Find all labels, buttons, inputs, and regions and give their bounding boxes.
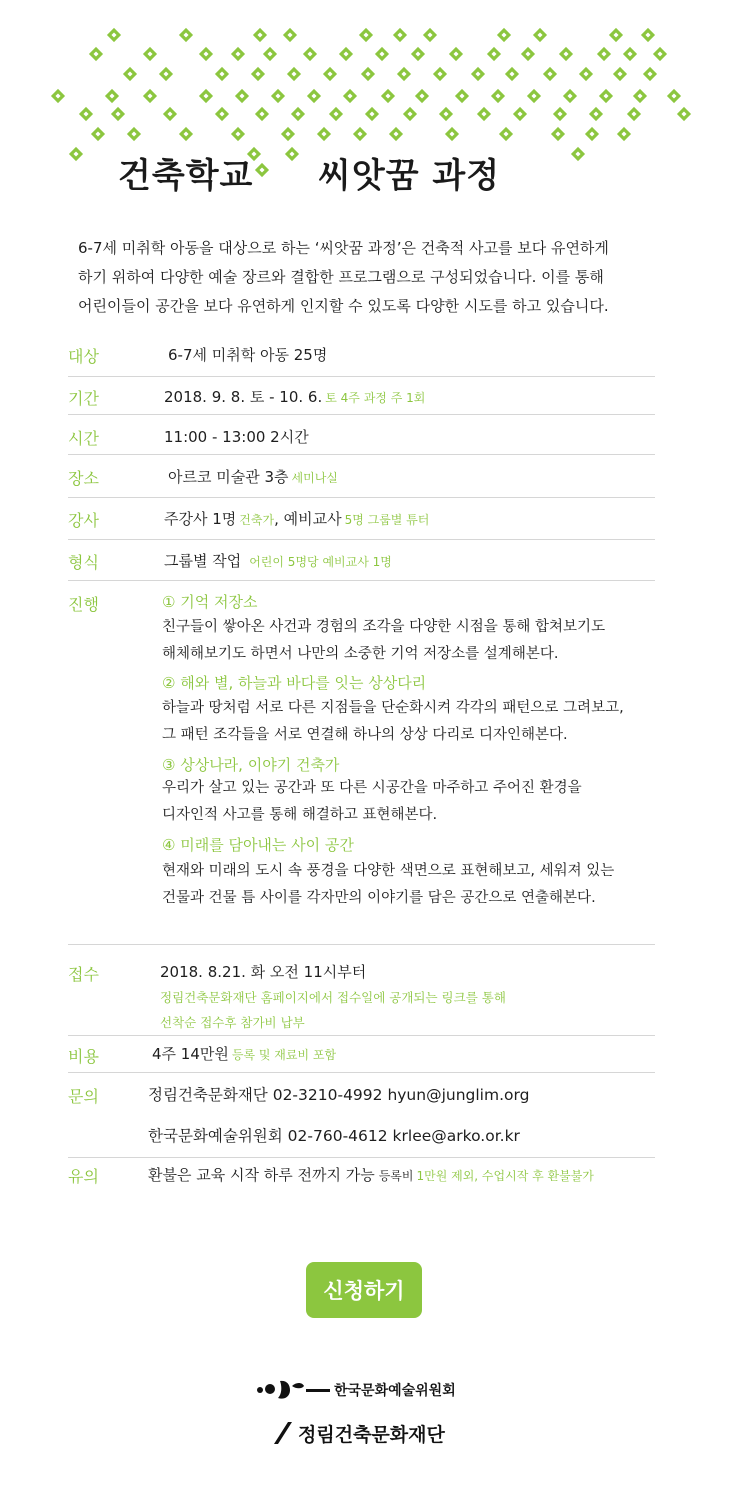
diamond-shape [653, 47, 667, 61]
diamond-shape [375, 47, 389, 61]
diamond-shape [667, 89, 681, 103]
divider [68, 454, 655, 455]
diamond-shape [641, 28, 655, 42]
diamond-shape [609, 28, 623, 42]
diamond-shape [291, 107, 305, 121]
diamond-shape [643, 67, 657, 81]
diamond-shape [307, 89, 321, 103]
diamond-shape [497, 28, 511, 42]
intro-text [78, 234, 678, 321]
diamond-shape [571, 147, 585, 161]
diamond-shape [381, 89, 395, 103]
diamond-shape [527, 89, 541, 103]
diamond-shape [317, 127, 331, 141]
diamond-shape [263, 47, 277, 61]
diamond-shape [51, 89, 65, 103]
diamond-shape [329, 107, 343, 121]
registration-sub: 선착순 접수후 참가비 납부 [160, 1015, 305, 1030]
diamond-shape [91, 127, 105, 141]
diamond-shape [339, 47, 353, 61]
diamond-shape [521, 47, 535, 61]
diamond-shape [633, 89, 647, 103]
diamond-shape [179, 28, 193, 42]
diamond-shape [255, 107, 269, 121]
divider [68, 414, 655, 415]
diamond-shape [343, 89, 357, 103]
diamond-shape [393, 28, 407, 42]
diamond-shape [215, 107, 229, 121]
arko-logo-icon [256, 1376, 332, 1406]
diamond-shape [423, 28, 437, 42]
diamond-shape [415, 89, 429, 103]
diamond-shape [589, 107, 603, 121]
diamond-shape [255, 163, 269, 177]
diamond-shape [251, 67, 265, 81]
row-label-notice: 유의 [68, 1167, 99, 1186]
diamond-shape [403, 107, 417, 121]
row-value: 그룹별 작업 어린이 5명당 예비교사 1명 [164, 552, 392, 570]
row-note: 등록 및 재료비 포함 [231, 1048, 337, 1062]
diamond-shape [599, 89, 613, 103]
row-label-cost: 비용 [68, 1047, 99, 1066]
diamond-shape [533, 28, 547, 42]
diamond-shape [579, 67, 593, 81]
diamond-shape [89, 47, 103, 61]
arko-logo [256, 1376, 476, 1406]
row-label-registration: 접수 [68, 965, 99, 984]
diamond-shape [499, 127, 513, 141]
contact-line: 한국문화예술위원회 02-760-4612 krlee@arko.or.kr [148, 1127, 520, 1145]
diamond-shape [163, 107, 177, 121]
diamond-shape [677, 107, 691, 121]
diamond-shape [623, 47, 637, 61]
diamond-shape [323, 67, 337, 81]
row-note: 세미나실 [291, 471, 338, 485]
diamond-shape [491, 89, 505, 103]
diamond-shape [543, 67, 557, 81]
diamond-shape [231, 47, 245, 61]
diamond-shape [445, 127, 459, 141]
diamond-shape [433, 67, 447, 81]
row-value: 11:00 - 13:00 2시간 [164, 428, 309, 446]
contact-line: 정림건축문화재단 02-3210-4992 hyun@junglim.org [148, 1086, 530, 1104]
intro-line: 6-7세 미취학 아동을 대상으로 하는 ‘씨앗꿈 과정’은 건축적 사고를 보다 유연하게 [78, 239, 609, 257]
apply-button[interactable]: 신청하기 [306, 1262, 422, 1318]
diamond-shape [79, 107, 93, 121]
diamond-shape [283, 28, 297, 42]
diamond-shape [111, 107, 125, 121]
diamond-shape [553, 107, 567, 121]
diamond-shape [505, 67, 519, 81]
intro-line: 하기 위하여 다양한 예술 장르와 결합한 프로그램으로 구성되었습니다. 이를 통해 [78, 268, 604, 286]
diamond-shape [215, 67, 229, 81]
divider [68, 580, 655, 581]
divider [68, 1072, 655, 1073]
program-desc: 현재와 미래의 도시 속 풍경을 다양한 색면으로 표현해보고, 세워져 있는 건물과 건물 틈 사이를 각자만의 이야기를 담은 공간으로 연출해본다. [162, 863, 615, 906]
row-note: 토 4주 과정 주 1회 [325, 391, 426, 405]
row-label: 장소 [68, 469, 99, 488]
cost-value: 4주 14만원 등록 및 재료비 포함 [152, 1045, 337, 1063]
divider [68, 1035, 655, 1036]
diamond-shape [439, 107, 453, 121]
diamond-shape [159, 67, 173, 81]
diamond-shape [513, 107, 527, 121]
diamond-shape [397, 67, 411, 81]
diamond-shape [199, 47, 213, 61]
arko-logo-text: 한국문화예술위원회 [334, 1383, 456, 1399]
diamond-shape [477, 107, 491, 121]
program-title: ④ 미래를 담아내는 사이 공간 [162, 836, 354, 854]
diamond-shape [287, 67, 301, 81]
diamond-shape [271, 89, 285, 103]
diamond-shape [303, 47, 317, 61]
diamond-shape [487, 47, 501, 61]
diamond-shape [597, 47, 611, 61]
diamond-shape [389, 127, 403, 141]
program-desc: 하늘과 땅처럼 서로 다른 지점들을 단순화시켜 각각의 패턴으로 그려보고, 그 패턴 조각들을 서로 연결해 하나의 상상 다리로 디자인해본다. [162, 700, 624, 743]
row-label: 기간 [68, 389, 99, 408]
registration-sub: 정림건축문화재단 홈페이지에서 접수일에 공개되는 링크를 통해 [160, 990, 506, 1005]
page-title-left: 건축학교 [118, 156, 254, 196]
diamond-shape [353, 127, 367, 141]
diamond-shape [613, 67, 627, 81]
row-label: 시간 [68, 429, 99, 448]
row-label: 대상 [68, 347, 99, 366]
diamond-shape [235, 89, 249, 103]
program-title: ① 기억 저장소 [162, 593, 258, 611]
registration-value: 2018. 8.21. 화 오전 11시부터 [160, 963, 367, 981]
row-value: 2018. 9. 8. 토 - 10. 6. 토 4주 과정 주 1회 [164, 388, 426, 406]
diamond-shape [143, 47, 157, 61]
diamond-shape [411, 47, 425, 61]
diamond-shape [551, 127, 565, 141]
diamond-shape [281, 127, 295, 141]
diamond-shape [285, 147, 299, 161]
junglim-logo [270, 1418, 470, 1450]
divider [68, 539, 655, 540]
page-title-right: 씨앗꿈 과정 [318, 156, 501, 196]
row-label: 강사 [68, 511, 99, 530]
diamond-shape [179, 127, 193, 141]
junglim-logo-text: 정림건축문화재단 [298, 1424, 445, 1446]
divider [68, 944, 655, 945]
diamond-shape [253, 28, 267, 42]
diamond-shape [471, 67, 485, 81]
intro-line: 어린이들이 공간을 보다 유연하게 인지할 수 있도록 다양한 시도를 하고 있습니다. [78, 297, 609, 315]
row-value: 주강사 1명 건축가, 예비교사 5명 그룹별 튜터 [164, 510, 430, 528]
diamond-shape [69, 147, 83, 161]
diamond-shape [585, 127, 599, 141]
program-desc: 우리가 살고 있는 공간과 또 다른 시공간을 마주하고 주어진 환경을 디자인적 사고를 통해 해결하고 표현해본다. [162, 780, 582, 823]
divider [68, 1157, 655, 1158]
row-value: 6-7세 미취학 아동 25명 [168, 346, 328, 364]
divider [68, 376, 655, 377]
row-label-progress: 진행 [68, 595, 99, 614]
diamond-shape [199, 89, 213, 103]
notice-value: 환불은 교육 시작 하루 전까지 가능 등록비 1만원 제외, 수업시작 후 환불불가 [148, 1166, 594, 1184]
diamond-shape [361, 67, 375, 81]
diamond-shape [365, 107, 379, 121]
row-label: 형식 [68, 553, 99, 572]
diamond-shape [627, 107, 641, 121]
row-note: 어린이 5명당 예비교사 1명 [249, 555, 392, 569]
diamond-shape [617, 127, 631, 141]
diamond-shape [559, 47, 573, 61]
diamond-shape [231, 127, 245, 141]
program-desc: 친구들이 쌓아온 사건과 경험의 조각을 다양한 시점을 통해 합쳐보기도 해체해보기도 하면서 나만의 소중한 기억 저장소를 설계해본다. [162, 619, 606, 662]
diamond-shape [449, 47, 463, 61]
row-label-contact: 문의 [68, 1087, 99, 1106]
divider [68, 497, 655, 498]
diamond-shape [455, 89, 469, 103]
program-title: ③ 상상나라, 이야기 건축가 [162, 756, 340, 774]
diamond-shape [123, 67, 137, 81]
diamond-shape [563, 89, 577, 103]
diamond-shape [107, 28, 121, 42]
header [0, 0, 750, 210]
slash-icon [270, 1418, 296, 1448]
row-value: 아르코 미술관 3층 세미나실 [168, 468, 338, 486]
diamond-shape [127, 127, 141, 141]
program-title: ② 해와 별, 하늘과 바다를 잇는 상상다리 [162, 674, 427, 692]
diamond-shape [143, 89, 157, 103]
diamond-shape [359, 28, 373, 42]
diamond-shape [105, 89, 119, 103]
